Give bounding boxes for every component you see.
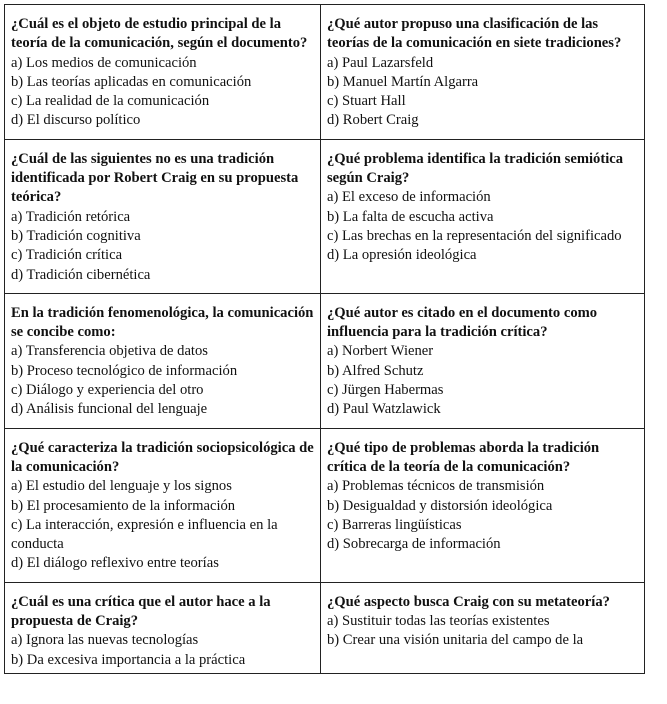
question-text: ¿Qué tipo de problemas aborda la tradición crítica de la teoría de la comunicación? (327, 439, 600, 475)
question-cell (321, 428, 645, 582)
answer-option: d) El diálogo reflexivo entre teorías (11, 555, 219, 572)
question-cell (321, 582, 645, 673)
question-cell (321, 5, 645, 140)
question-text: En la tradición fenomenológica, la comunicación se concibe como: (11, 304, 314, 341)
answer-option: b) Las teorías aplicadas en comunicación (11, 73, 252, 90)
question-cell (5, 428, 321, 582)
question-text: ¿Qué autor propuso una clasificación de las teorías de la comunicación en siete tradiciones? (327, 16, 622, 52)
answer-option: a) Ignora las nuevas tecnologías (11, 632, 199, 649)
question-cell (321, 139, 645, 293)
answer-option: b) Crear una visión unitaria del campo de la (327, 632, 584, 649)
answer-option: b) Manuel Martín Algarra (327, 73, 479, 90)
answer-option: d) El discurso político (11, 112, 141, 129)
answer-option: a) El estudio del lenguaje y los signos (11, 478, 232, 495)
answer-option: a) Transferencia objetiva de datos (11, 343, 208, 360)
answer-option: d) La opresión ideológica (327, 247, 477, 264)
answer-option: a) Los medios de comunicación (11, 54, 197, 71)
question-cell (5, 139, 321, 293)
answer-option: a) Paul Lazarsfeld (327, 54, 434, 71)
table-row (5, 582, 645, 673)
answer-option: b) La falta de escucha activa (327, 208, 494, 225)
answer-option: d) Tradición cibernética (11, 266, 151, 283)
question-text: ¿Qué aspecto busca Craig con su metateoría? (327, 593, 610, 610)
question-text: ¿Qué problema identifica la tradición semiótica según Craig? (327, 150, 624, 187)
question-cell (5, 293, 321, 428)
answer-option: d) Sobrecarga de información (327, 536, 501, 553)
answer-option: b) Desigualdad y distorsión ideológica (327, 497, 553, 514)
answer-option: c) La realidad de la comunicación (11, 93, 210, 110)
answer-option: b) Tradición cognitiva (11, 227, 141, 244)
question-text: ¿Qué caracteriza la tradición sociopsicológica de la comunicación? (11, 439, 314, 475)
answer-option: c) Diálogo y experiencia del otro (11, 382, 204, 399)
answer-option: d) Robert Craig (327, 112, 419, 129)
answer-option: c) Las brechas en la representación del significado (327, 227, 622, 244)
answer-option: a) Problemas técnicos de transmisión (327, 478, 545, 495)
table-row (5, 5, 645, 140)
answer-option: a) Tradición retórica (11, 208, 131, 225)
table-row (5, 293, 645, 428)
answer-option: c) La interacción, expresión e influencia en la conducta (11, 516, 278, 553)
answer-option: a) Norbert Wiener (327, 343, 434, 360)
question-cell (5, 582, 321, 673)
answer-option: a) El exceso de información (327, 189, 491, 206)
table-row (5, 139, 645, 293)
question-text: ¿Cuál es el objeto de estudio principal de la teoría de la comunicación, según el documento? (11, 16, 308, 52)
answer-option: b) Proceso tecnológico de información (11, 362, 238, 379)
answer-option: b) Alfred Schutz (327, 362, 424, 379)
answer-option: d) Análisis funcional del lenguaje (11, 401, 208, 418)
question-cell (321, 293, 645, 428)
answer-option: b) Da excesiva importancia a la práctica (11, 651, 246, 668)
question-text: ¿Cuál de las siguientes no es una tradición identificada por Robert Craig en su propuesta teórica? (11, 150, 299, 206)
question-text: ¿Qué autor es citado en el documento como influencia para la tradición crítica? (327, 304, 598, 341)
question-text: ¿Cuál es una crítica que el autor hace a la propuesta de Craig? (11, 593, 271, 630)
answer-option: c) Tradición crítica (11, 247, 123, 264)
answer-option: c) Jürgen Habermas (327, 382, 444, 399)
answer-option: c) Barreras lingüísticas (327, 516, 462, 533)
table-row (5, 428, 645, 582)
answer-option: c) Stuart Hall (327, 93, 406, 110)
answer-option: d) Paul Watzlawick (327, 401, 441, 418)
question-cell (5, 5, 321, 140)
answer-option: b) El procesamiento de la información (11, 497, 236, 514)
quiz-table (4, 4, 645, 674)
answer-option: a) Sustituir todas las teorías existentes (327, 613, 550, 630)
